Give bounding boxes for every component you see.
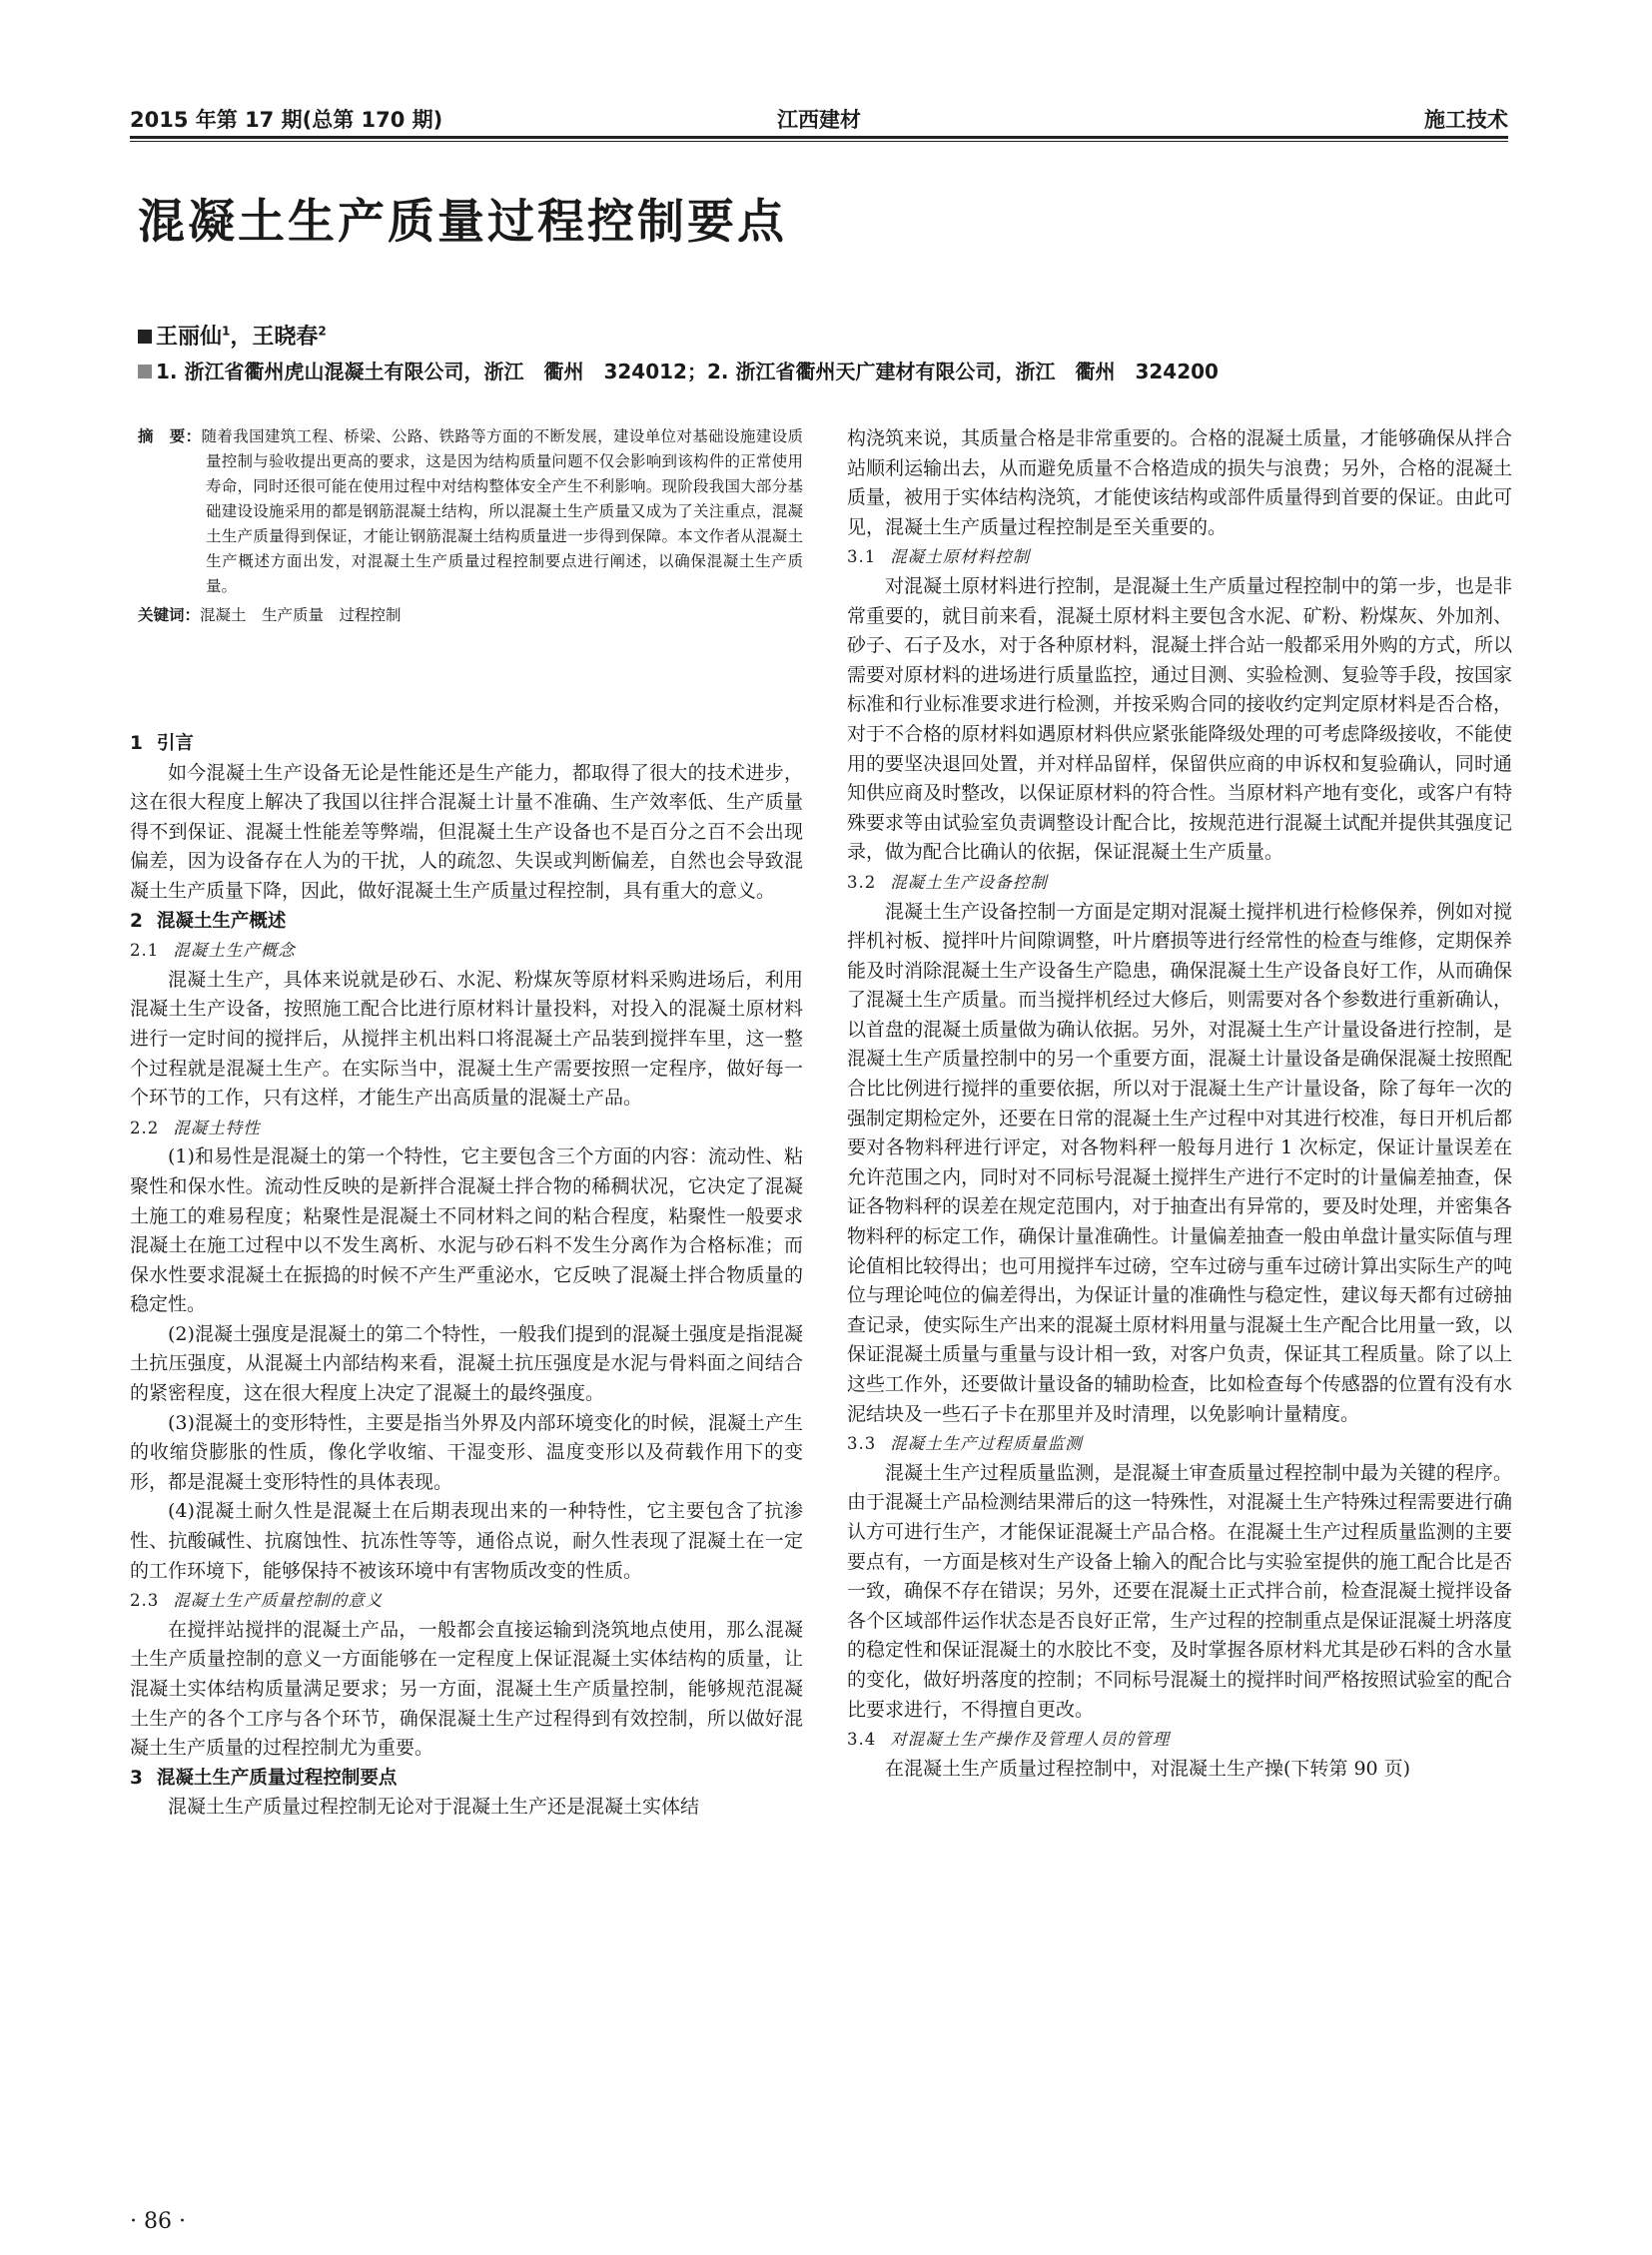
paragraph: 混凝土生产过程质量监测，是混凝土审查质量过程控制中最为关键的程序。由于混凝土产品检测结果滞后的这一特殊性，对混凝土生产特殊过程需要进行确认方可进行生产，才能保证混凝土产品合格。在混凝土生产过程质量监测的主要要点有，一方面是核对生产设备上输入的配合比与实验室提供的施工配合比是否一致，确保不存在错误；另外，还要在混凝土正式拌合前，检查混凝土搅拌设备各个区域部件运作状态是否良好正常，生产过程的控制重点是保证混凝土坍落度的稳定性和保证混凝土的水胶比不变，及时掌握各原材料尤其是砂石料的含水量的变化，做好坍落度的控制；不同标号混凝土的搅拌时间严格按照试验室的配合比要求进行，不得擅自更改。	[847, 1461, 1512, 1721]
affiliation-text: 1. 浙江省衢州虎山混凝土有限公司，浙江 衢州 324012；2. 浙江省衢州天广建材有限公司，浙江 衢州 324200	[156, 360, 1219, 383]
abstract-block	[138, 424, 803, 628]
journal-name: 江西建材	[777, 108, 861, 132]
paragraph: (2)混凝土强度是混凝土的第二个特性，一般我们提到的混凝土强度是指混凝土抗压强度，从混凝土内部结构来看，混凝土抗压强度是水泥与骨料面之间结合的紧密程度，这在很大程度上决定了混凝土的最终强度。	[130, 1322, 803, 1405]
subsection-heading: 2.2 混凝土特性	[130, 1118, 261, 1137]
paragraph: 在混凝土生产质量过程控制中，对混凝土生产操(下转第 90 页)	[885, 1757, 1411, 1780]
author-2: ，王晓春	[230, 325, 319, 350]
square-bullet-icon	[138, 330, 152, 344]
page-number: · 86 ·	[130, 2209, 186, 2234]
keywords-text: 混凝土 生产质量 过程控制	[200, 606, 402, 624]
subsection-heading: 3.4 对混凝土生产操作及管理人员的管理	[847, 1730, 1171, 1750]
paragraph-continued: 构浇筑来说，其质量合格是非常重要的。合格的混凝土质量，才能够确保从拌合站顺利运输出去，从而避免质量不合格造成的损失与浪费；另外，合格的混凝土质量，被用于实体结构浇筑，才能使该结构或部件质量得到首要的保证。由此可见，混凝土生产质量过程控制是至关重要的。	[847, 427, 1512, 538]
section-heading: 3 混凝土生产质量过程控制要点	[130, 1767, 398, 1789]
article-title: 混凝土生产质量过程控制要点	[138, 195, 787, 250]
abstract	[138, 424, 803, 599]
paragraph: (3)混凝土的变形特性，主要是指当外界及内部环境变化的时候，混凝土产生的收缩贷膨胀的性质，像化学收缩、干湿变形、温度变形以及荷载作用下的变形，都是混凝土变形特性的具体表现。	[130, 1411, 803, 1493]
square-bullet-icon	[138, 365, 152, 378]
right-column	[847, 424, 1512, 1784]
author-1-affil-mark: 1	[222, 324, 231, 339]
author-2-affil-mark: 2	[318, 324, 327, 339]
subsection-heading: 3.2 混凝土生产设备控制	[847, 872, 1048, 892]
issue-info: 2015 年第 17 期(总第 170 期)	[130, 108, 443, 132]
paragraph: 如今混凝土生产设备无论是性能还是生产能力，都取得了很大的技术进步，这在很大程度上解决了我国以往拌合混凝土计量不准确、生产效率低、生产质量得不到保证、混凝土性能差等弊端，但混凝土生产设备也不是百分之百不会出现偏差，因为设备存在人为的干扰，人的疏忽、失误或判断偏差，自然也会导致混凝土生产质量下降，因此，做好混凝土生产质量过程控制，具有重大的意义。	[130, 761, 803, 902]
subsection-heading: 3.1 混凝土原材料控制	[847, 547, 1031, 567]
running-header	[130, 98, 1508, 138]
left-column	[130, 729, 803, 1823]
paragraph: (4)混凝土耐久性是混凝土在后期表现出来的一种特性，它主要包含了抗渗性、抗酸碱性、抗腐蚀性、抗冻性等等，通俗点说，耐久性表现了混凝土在一定的工作环境下，能够保持不被该环境中有害物质改变的性质。	[130, 1500, 803, 1582]
section-heading: 1 引言	[130, 733, 194, 754]
abstract-text: 随着我国建筑工程、桥梁、公路、铁路等方面的不断发展，建设单位对基础设施建设质量控制与验收提出更高的要求，这是因为结构质量问题不仅会影响到该构件的正常使用寿命，同时还很可能在使用过程中对结构整体安全产生不利影响。现阶段我国大部分基础建设设施采用的都是钢筋混凝土结构，所以混凝土生产质量又成为了关注重点，混凝土生产质量得到保证，才能让钢筋混凝土结构质量进一步得到保障。本文作者从混凝土生产概述方面出发，对混凝土生产质量过程控制要点进行阐述，以确保混凝土生产质量。	[201, 427, 803, 595]
subsection-heading: 3.3 混凝土生产过程质量监测	[847, 1434, 1083, 1454]
paragraph: (1)和易性是混凝土的第一个特性，它主要包含三个方面的内容：流动性、粘聚性和保水性。流动性反映的是新拌合混凝土拌合物的稀稠状况，它决定了混凝土施工的难易程度；粘聚性是混凝土不同材料之间的粘合程度，粘聚性一般要求混凝土在施工过程中以不发生离析、水泥与砂石料不发生分离作为合格标准；而保水性要求混凝土在振捣的时候不产生严重泌水，它反映了混凝土拌合物质量的稳定性。	[130, 1145, 803, 1316]
section-name: 施工技术	[1424, 108, 1508, 132]
paragraph: 混凝土生产，具体来说就是砂石、水泥、粉煤灰等原材料采购进场后，利用混凝土生产设备，按照施工配合比进行原材料计量投料，对投入的混凝土原材料进行一定时间的搅拌后，从搅拌主机出料口将混凝土产品装到搅拌车里，这一整个过程就是混凝土生产。在实际当中，混凝土生产需要按照一定程序，做好每一个环节的工作，只有这样，才能生产出高质量的混凝土产品。	[130, 968, 803, 1110]
affiliations	[138, 356, 1219, 384]
paragraph: 在搅拌站搅拌的混凝土产品，一般都会直接运输到浇筑地点使用，那么混凝土生产质量控制的意义一方面能够在一定程度上保证混凝土实体结构的质量，让混凝土实体结构质量满足要求；另一方面，混凝土生产质量控制，能够规范混凝土生产的各个工序与各个环节，确保混凝土生产过程得到有效控制，所以做好混凝土生产质量的过程控制尤为重要。	[130, 1618, 803, 1760]
header-rule-thin	[130, 141, 1508, 142]
subsection-heading: 2.3 混凝土生产质量控制的意义	[130, 1591, 384, 1611]
abstract-label: 摘 要：	[138, 427, 202, 445]
keywords	[138, 603, 803, 628]
header-rule-thick	[130, 136, 1508, 139]
paragraph: 对混凝土原材料进行控制，是混凝土生产质量过程控制中的第一步，也是非常重要的，就目前来看，混凝土原材料主要包含水泥、矿粉、粉煤灰、外加剂、砂子、石子及水，对于各种原材料，混凝土拌合站一般都采用外购的方式，所以需要对原材料的进场进行质量监控，通过目测、实验检测、复验等手段，按国家标准和行业标准要求进行检测，并按采购合同的接收约定判定原材料是否合格，对于不合格的原材料如遇原材料供应紧张能降级处理的可考虑降级接收，不能使用的要坚决退回处置，并对样品留样，保留供应商的申诉权和复验确认，同时通知供应商及时整改，以保证原材料的符合性。当原材料产地有变化，或客户有特殊要求等由试验室负责调整设计配合比，按规范进行混凝土试配并提供其强度记录，做为配合比确认的依据，保证混凝土生产质量。	[847, 574, 1512, 864]
paragraph: 混凝土生产设备控制一方面是定期对混凝土搅拌机进行检修保养，例如对搅拌机衬板、搅拌叶片间隙调整，叶片磨损等进行经常性的检查与维修，定期保养能及时消除混凝土生产设备生产隐患，确保混凝土生产设备良好工作，从而确保了混凝土生产质量。而当搅拌机经过大修后，则需要对各个参数进行重新确认，以首盘的混凝土质量做为确认依据。另外，对混凝土生产计量设备进行控制，是混凝土生产质量控制中的另一个重要方面，混凝土计量设备是确保混凝土按照配合比比例进行搅拌的重要依据，所以对于混凝土生产计量设备，除了每年一次的强制定期检定外，还要在日常的混凝土生产过程中对其进行校准，每日开机后都要对各物料秤进行评定，对各物料秤一般每月进行 1 次标定，保证计量误差在允许范围之内，同时对不同标号混凝土搅拌生产进行不定时的计量偏差抽查，保证各物料秤的误差在规定范围内，对于抽查出有异常的，要及时处理，并密集各物料秤的标定工作，确保计量准确性。计量偏差抽查一般由单盘计量实际值与理论值相比较得出；也可用搅拌车过磅，空车过磅与重车过磅计算出实际生产的吨位与理论吨位的偏差得出，为保证计量的准确性与稳定性，建议每天都有过磅抽查记录，使实际生产出来的混凝土原材料用量与混凝土生产配合比用量一致，以保证混凝土质量与重量与设计相一致，对客户负责，保证其工程质量。除了以上这些工作外，还要做计量设备的辅助检查，比如检查每个传感器的位置有没有水泥结块及一些石子卡在那里并及时清理，以免影响计量精度。	[847, 900, 1512, 1425]
subsection-heading: 2.1 混凝土生产概念	[130, 941, 296, 961]
authors	[138, 320, 327, 351]
author-1: 王丽仙	[156, 325, 223, 350]
section-heading: 2 混凝土生产概述	[130, 910, 287, 932]
paragraph: 混凝土生产质量过程控制无论对于混凝土生产还是混凝土实体结	[168, 1796, 700, 1819]
keywords-label: 关键词：	[138, 606, 201, 624]
